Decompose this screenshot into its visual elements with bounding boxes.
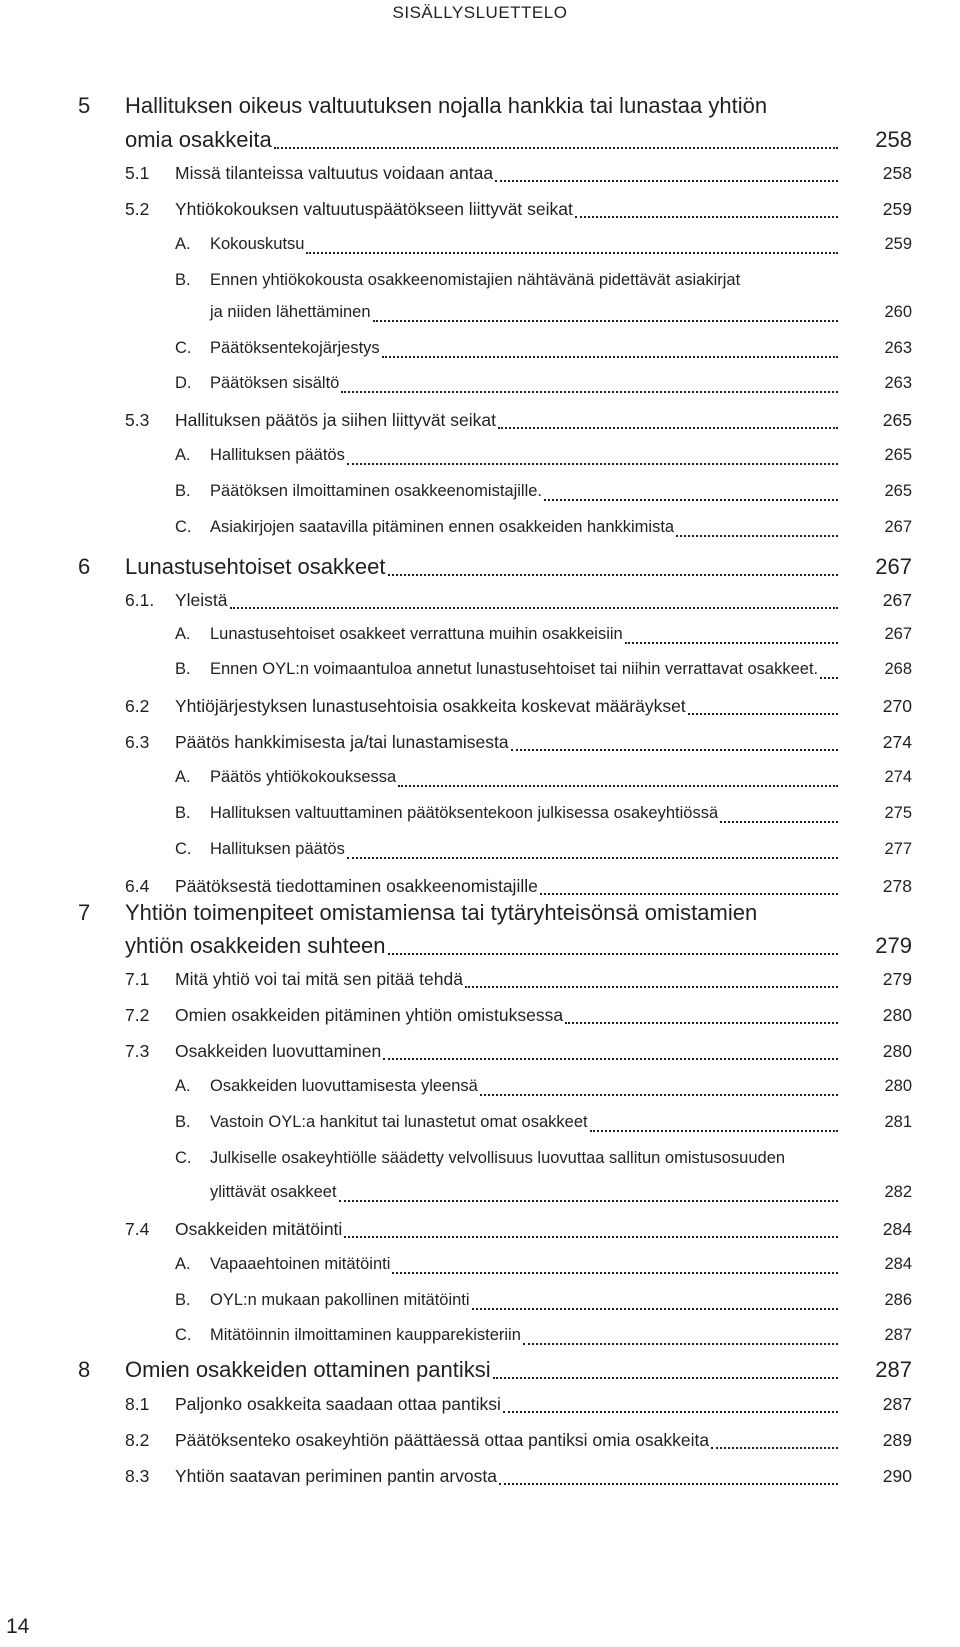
toc-entry-number: A. [175,235,191,253]
toc-entry-title: Päätös yhtiökokouksessa [210,768,397,786]
toc-entry-number: 7.1 [125,969,150,989]
toc-entry-title: Vapaaehtoinen mitätöinti [210,1255,391,1273]
toc-entry-page: 284 [882,1219,912,1239]
toc-dot-leader [625,632,838,644]
toc-entry-title: Julkiselle osakeyhtiölle säädetty velvollisuus luovuttaa sallitun omistusosuuden [210,1149,786,1167]
toc-entry-title: Yleistä [175,590,228,610]
toc-entry-title: Päätöksen sisältö [210,374,340,392]
toc-entry-number: C. [175,1326,192,1344]
toc-entry-number: D. [175,374,192,392]
toc-entry-title: Hallituksen päätös [210,840,345,858]
toc-entry-page: 259 [882,199,912,219]
toc-entry-number: 6.1. [125,590,155,610]
toc-entry-page: 263 [884,374,912,392]
toc-entry-page: 278 [882,876,912,896]
toc-dot-leader [230,597,838,609]
toc-dot-leader [720,811,838,823]
toc-dot-leader [388,943,838,955]
toc-entry-page: 275 [884,804,912,822]
toc-entry-page: 287 [884,1326,912,1344]
toc-entry-title: OYL:n mukaan pakollinen mitätöinti [210,1291,470,1309]
toc-entry-title: Lunastusehtoiset osakkeet verrattuna muihin osakkeisiin [210,625,623,643]
toc-entry-title: Osakkeiden mitätöinti [175,1219,343,1239]
toc-entry-title: ja niiden lähettäminen [210,303,371,321]
toc-entry-number: 8.3 [125,1466,150,1486]
toc-entry-page: 267 [875,554,912,579]
toc-entry-page: 274 [882,732,912,752]
toc-entry-page: 287 [882,1394,912,1414]
toc-entry-number: A. [175,768,191,786]
toc-entry-number: B. [175,660,191,678]
toc-entry-page: 267 [882,590,912,610]
toc-dot-leader [382,346,838,358]
toc-dot-leader [274,137,838,149]
toc-entry-number: 6 [78,554,91,579]
toc-entry-page: 281 [884,1113,912,1131]
toc-entry-title: Osakkeiden luovuttaminen [175,1041,382,1061]
toc-entry-page: 277 [884,840,912,858]
toc-dot-leader [341,381,838,393]
toc-entry-number: 8.1 [125,1394,150,1414]
toc-entry-page: 280 [882,1005,912,1025]
toc-dot-leader [392,1262,838,1274]
toc-entry-page: 260 [884,303,912,321]
toc-entry-number: B. [175,482,191,500]
toc-dot-leader [523,1333,838,1345]
toc-entry-title: yhtiön osakkeiden suhteen [125,933,386,958]
toc-entry-page: 286 [884,1291,912,1309]
toc-entry-page: 267 [884,625,912,643]
toc-entry-page: 279 [875,933,912,958]
toc-entry-page: 287 [875,1357,912,1382]
toc-dot-leader [499,1473,838,1485]
toc-dot-leader [498,417,838,429]
toc-dot-leader [388,564,838,576]
toc-entry-title: Päätös hankkimisesta ja/tai lunastamisesta [175,732,509,752]
toc-dot-leader [688,703,838,715]
toc-entry-page: 265 [884,446,912,464]
toc-dot-leader [465,976,838,988]
toc-entry-page: 290 [882,1466,912,1486]
toc-entry-title: Hallituksen valtuuttaminen päätöksentekoon julkisessa osakeyhtiössä [210,804,719,822]
toc-entry-page: 259 [884,235,912,253]
toc-entry-title: Hallituksen päätös [210,446,345,464]
toc-entry-page: 282 [884,1183,912,1201]
toc-entry-number: 5.1 [125,163,150,183]
toc-dot-leader [347,453,838,465]
toc-entry-title: Päätöksentekojärjestys [210,339,380,357]
toc-dot-leader [820,667,838,679]
toc-entry-number: B. [175,271,191,289]
toc-entry-number: 7 [78,900,91,925]
toc-dot-leader [472,1298,838,1310]
toc-entry-title: Asiakirjojen saatavilla pitäminen ennen osakkeiden hankkimista [210,518,675,536]
toc-dot-leader [306,242,838,254]
toc-entry-title: Mitätöinnin ilmoittaminen kaupparekisteriin [210,1326,521,1344]
toc-entry-title: omia osakkeita [125,127,272,152]
toc-dot-leader [565,1012,838,1024]
toc-entry-page: 280 [884,1077,912,1095]
toc-entry-page: 284 [884,1255,912,1273]
toc-entry-title: Hallituksen oikeus valtuutuksen nojalla hankkia tai lunastaa yhtiön [125,93,768,118]
toc-entry-page: 263 [884,339,912,357]
toc-entry-title: Omien osakkeiden ottaminen pantiksi [125,1357,491,1382]
toc-dot-leader [511,739,838,751]
toc-entry-number: 6.3 [125,732,150,752]
toc-entry-number: A. [175,1077,191,1095]
toc-entry-number: 5.3 [125,410,150,430]
toc-entry-page: 270 [882,696,912,716]
toc-dot-leader [398,775,838,787]
toc-entry-number: 8.2 [125,1430,150,1450]
toc-entry-title: Ennen yhtiökokousta osakkeenomistajien nähtävänä pidettävät asiakirjat [210,271,741,289]
toc-dot-leader [590,1120,838,1132]
toc-dot-leader [676,525,838,537]
toc-entry-title: Päätöksestä tiedottaminen osakkeenomistajille [175,876,538,896]
toc-entry-title: Kokouskutsu [210,235,305,253]
toc-entry-title: Ennen OYL:n voimaantuloa annetut lunastusehtoiset tai niihin verrattavat osakkeet. [210,660,819,678]
toc-entry-title: Osakkeiden luovuttamisesta yleensä [210,1077,478,1095]
toc-dot-leader [544,489,838,501]
toc-entry-number: 8 [78,1357,91,1382]
toc-entry-title: Omien osakkeiden pitäminen yhtiön omistuksessa [175,1005,564,1025]
toc-dot-leader [383,1048,838,1060]
toc-entry-number: 7.4 [125,1219,150,1239]
page-number: 14 [6,1615,30,1638]
toc-entry-title: Yhtiökokouksen valtuutuspäätökseen liittyvät seikat [175,199,573,219]
toc-entry-page: 258 [882,163,912,183]
toc-entry-title: ylittävät osakkeet [210,1183,337,1201]
toc-entry-title: Vastoin OYL:a hankitut tai lunastetut omat osakkeet [210,1113,588,1131]
toc-entry-number: B. [175,1113,191,1131]
toc-entry-title: Hallituksen päätös ja siihen liittyvät seikat [175,410,496,430]
toc-entry-number: A. [175,1255,191,1273]
toc-dot-leader [480,1084,838,1096]
toc-entry-number: A. [175,625,191,643]
toc-entry-number: 6.4 [125,876,150,896]
toc-dot-leader [344,1226,838,1238]
toc-entry-title: Mitä yhtiö voi tai mitä sen pitää tehdä [175,969,463,989]
toc-entry-number: 6.2 [125,696,150,716]
toc-dot-leader [540,883,838,895]
toc-entry-page: 279 [882,969,912,989]
toc-entry-number: B. [175,804,191,822]
toc-dot-leader [495,170,838,182]
toc-entry-title: Päätöksenteko osakeyhtiön päättäessä ottaa pantiksi omia osakkeita [175,1430,710,1450]
toc-entry-number: 7.3 [125,1041,150,1061]
toc-entry-number: C. [175,339,192,357]
toc-entry-title: Yhtiön toimenpiteet omistamiensa tai tytäryhteisönsä omistamien [125,900,758,925]
toc-entry-page: 265 [884,482,912,500]
toc-entry-number: A. [175,446,191,464]
toc-entry-page: 274 [884,768,912,786]
toc-entry-number: 5 [78,93,91,118]
toc-entry-number: 5.2 [125,199,150,219]
toc-entry-page: 267 [884,518,912,536]
toc-entry-title: Yhtiön saatavan periminen pantin arvosta [175,1466,498,1486]
toc-entry-number: C. [175,518,192,536]
toc-entry-title: Yhtiöjärjestyksen lunastusehtoisia osakkeita koskevat määräykset [175,696,686,716]
toc-dot-leader [339,1190,838,1202]
toc-dot-leader [575,206,838,218]
toc-entry-title: Lunastusehtoiset osakkeet [125,554,386,579]
toc-dot-leader [711,1437,838,1449]
toc-dot-leader [373,310,838,322]
toc-entry-number: B. [175,1291,191,1309]
toc-entry-page: 258 [875,127,912,152]
toc-dot-leader [503,1401,838,1413]
toc-dot-leader [347,847,838,859]
toc-entry-title: Missä tilanteissa valtuutus voidaan antaa [175,163,494,183]
toc-entry-page: 280 [882,1041,912,1061]
toc-entry-title: Paljonko osakkeita saadaan ottaa pantiksi [175,1394,501,1414]
toc-entry-number: C. [175,840,192,858]
toc-entry-title: Päätöksen ilmoittaminen osakkeenomistajille. [210,482,542,500]
toc-entry-number: 7.2 [125,1005,150,1025]
toc-entry-page: 289 [882,1430,912,1450]
running-head: SISÄLLYSLUETTELO [392,3,568,22]
toc-entry-number: C. [175,1149,192,1167]
toc-entry-page: 265 [882,410,912,430]
toc-entry-page: 268 [884,660,912,678]
toc-dot-leader [493,1367,838,1379]
